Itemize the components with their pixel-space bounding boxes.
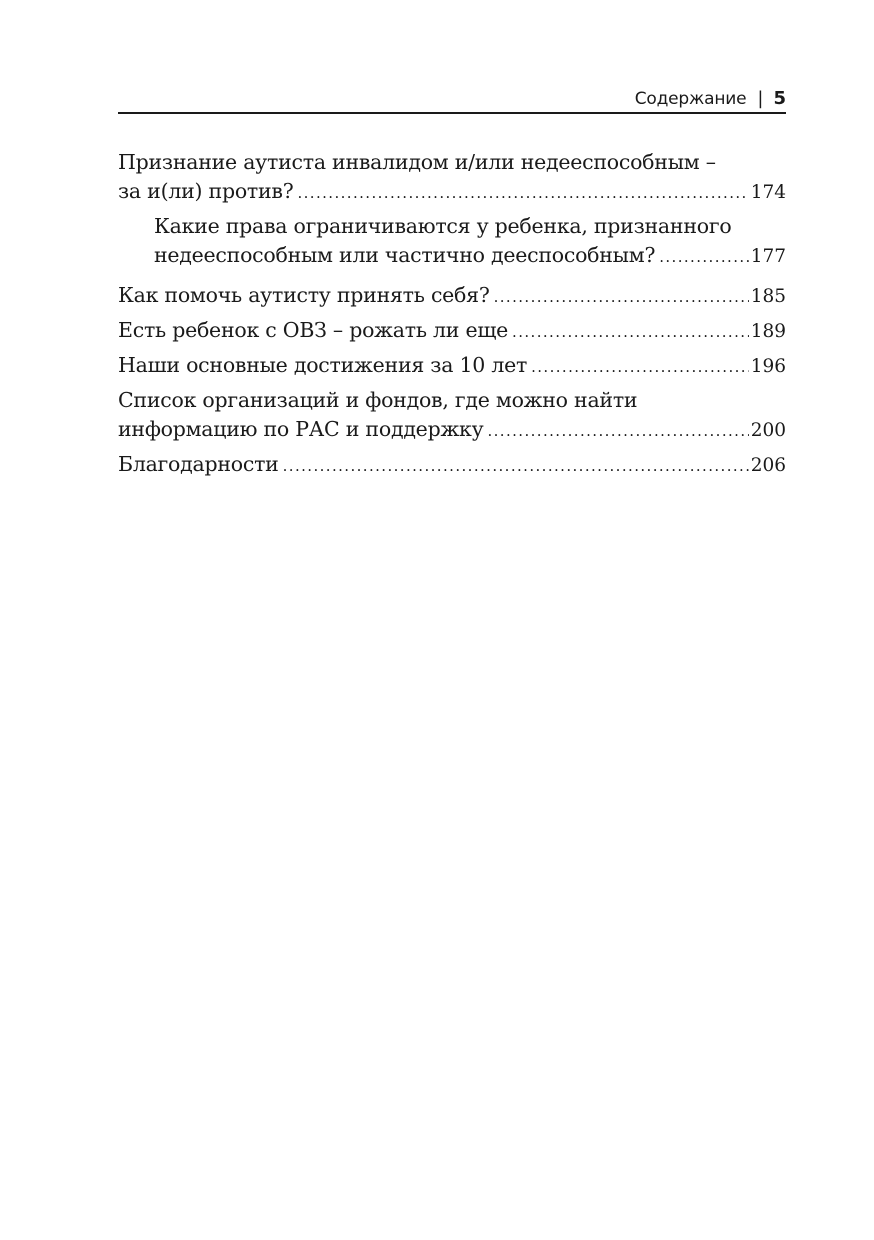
toc-entry-line	[118, 450, 786, 481]
toc-entry-text: за и(ли) против?	[118, 179, 294, 203]
toc-page-number: 200	[750, 420, 786, 441]
toc-entry-text: Список организаций и фондов, где можно найти	[118, 388, 638, 412]
toc-page-number: 174	[750, 182, 786, 203]
toc-entry[interactable]	[118, 386, 786, 446]
toc-entry-line	[118, 177, 786, 208]
toc-entry[interactable]	[118, 351, 786, 382]
toc-entry[interactable]	[118, 148, 786, 208]
running-head	[118, 86, 786, 114]
toc-entry-text: Как помочь аутисту принять себя?	[118, 283, 490, 307]
running-head-separator: |	[757, 88, 764, 109]
toc-entry-text: Признание аутиста инвалидом и/или недееспособным –	[118, 150, 716, 174]
toc-entry-line	[118, 415, 786, 446]
dot-leader	[283, 452, 749, 481]
toc-entry-text: Какие права ограничиваются у ребенка, признанного	[154, 214, 732, 238]
toc-entry-text: недееспособным или частично дееспособным?	[154, 243, 656, 267]
toc-page-number: 177	[750, 246, 786, 267]
toc-entry-line	[118, 316, 786, 347]
dot-leader	[297, 179, 748, 208]
toc-entry-line	[118, 281, 786, 312]
dot-leader	[531, 353, 749, 382]
toc-entry-text: Есть ребенок с ОВЗ – рожать ли еще	[118, 318, 509, 342]
toc-entry[interactable]	[118, 316, 786, 347]
dot-leader	[487, 417, 748, 446]
toc-entry-line	[118, 386, 786, 415]
toc-page-number: 206	[750, 455, 786, 476]
dot-leader	[494, 283, 749, 312]
dot-leader	[659, 243, 749, 272]
toc-page-number: 189	[750, 321, 786, 342]
toc-entry-text: Наши основные достижения за 10 лет	[118, 353, 528, 377]
toc-subentry[interactable]	[154, 212, 786, 272]
running-head-title: Содержание	[634, 89, 747, 109]
toc-entry-line	[154, 212, 786, 241]
toc-page-number: 185	[750, 286, 786, 307]
toc-entry-text: информацию по РАС и поддержку	[118, 417, 484, 441]
toc-page-number: 196	[750, 356, 786, 377]
page-number: 5	[773, 88, 786, 109]
toc-entry-line	[154, 241, 786, 272]
dot-leader	[512, 318, 749, 347]
toc-entry-line	[118, 148, 786, 177]
toc-entry-line	[118, 351, 786, 382]
table-of-contents	[118, 148, 786, 481]
toc-entry[interactable]	[118, 450, 786, 481]
toc-entry-text: Благодарности	[118, 452, 279, 476]
toc-entry[interactable]	[118, 281, 786, 312]
